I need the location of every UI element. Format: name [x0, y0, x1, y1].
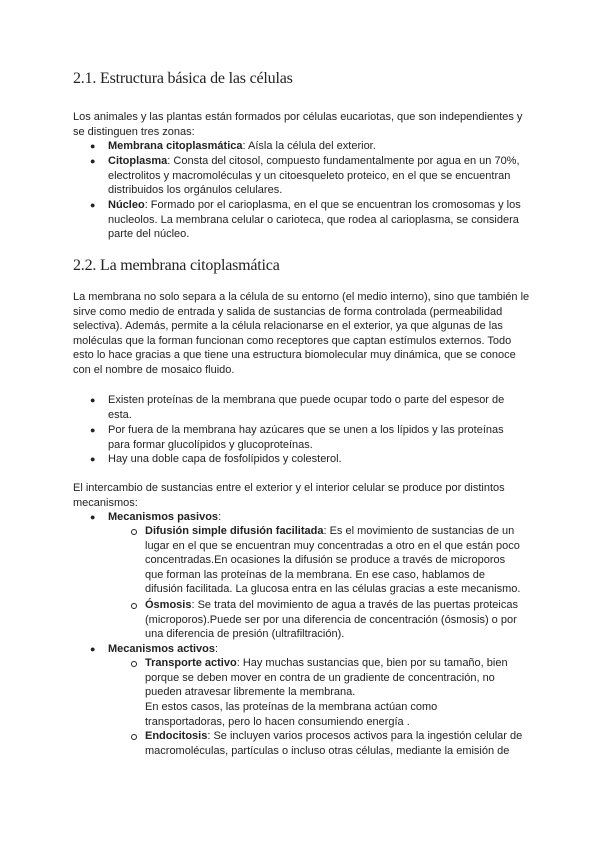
active-colon: :	[215, 643, 219, 655]
section-heading-2-1: 2.1. Estructura básica de las células	[73, 70, 293, 87]
list-item-passive	[108, 510, 508, 525]
item-text: : Formado por el carioplasma, en el que se encuentran los cromosomas y los nucleolos. La membrana celular o carioteca, que rodea al carioplasma, se considera parte del núcleo.	[108, 199, 521, 241]
sub-list-item	[145, 598, 523, 642]
sub-list-item	[145, 656, 520, 700]
item-text: : Aísla la célula del exterior.	[242, 140, 376, 152]
term-membrana: Membrana citoplasmática	[108, 140, 243, 152]
bullet-icon: ●	[90, 425, 96, 435]
circle-bullet-icon	[131, 603, 137, 609]
active-title: Mecanismos activos	[108, 643, 215, 655]
term-osmosis: Ósmosis	[145, 599, 192, 611]
bullet-icon: ●	[90, 141, 96, 151]
sub-list-item	[145, 729, 523, 758]
passive-colon: :	[218, 511, 222, 523]
circle-bullet-icon	[131, 661, 137, 667]
passive-title: Mecanismos pasivos	[108, 511, 219, 523]
sub-list-item-continuation: En estos casos, las proteínas de la membrana actúan como transportadoras, pero lo hacen consumiendo energía .	[145, 701, 438, 728]
item-text: : Consta del citosol, compuesto fundamentalmente por agua en un 70%, electrolitos y macromoléculas y un citoesqueleto proteico, en el que se encuentran distribuidos los orgánulos celulares.	[108, 155, 520, 197]
list-item	[108, 198, 528, 242]
term-difusion: Difusión simple difusión facilitada	[145, 525, 324, 537]
section-heading-2-2: 2.2. La membrana citoplasmática	[73, 257, 280, 274]
term-citoplasma: Citoplasma	[108, 155, 168, 167]
list-item	[108, 154, 528, 198]
list-item: Hay una doble capa de fosfolípidos y colesterol.	[108, 453, 342, 465]
section2-para2: El intercambio de sustancias entre el exterior y el interior celular se produce por distintos mecanismos:	[73, 482, 505, 509]
list-item	[108, 139, 528, 154]
list-item: Existen proteínas de la membrana que puede ocupar todo o parte del espesor de esta.	[108, 394, 505, 421]
term-endocitosis: Endocitosis	[145, 730, 208, 742]
list-item-active	[108, 642, 508, 657]
term-nucleo: Núcleo	[108, 199, 145, 211]
bullet-icon: ●	[90, 454, 96, 464]
item-text: : Se incluyen varios procesos activos para la ingestión celular de macromoléculas, partículas o incluso otras células, mediante la emisión de	[145, 730, 523, 757]
circle-bullet-icon	[131, 529, 137, 535]
section1-intro: Los animales y las plantas están formados por células eucariotas, que son independientes y se distinguen tres zonas:	[73, 111, 523, 138]
bullet-icon: ●	[90, 395, 96, 405]
list-item: Por fuera de la membrana hay azúcares que se unen a los lípidos y las proteínas para formar glucolípidos y glucoproteínas.	[108, 424, 504, 451]
sub-list-item	[145, 524, 523, 597]
bullet-icon: ●	[90, 644, 96, 654]
item-text: : Hay muchas sustancias que, bien por su tamaño, bien porque se deben mover en contra de un gradiente de concentración, no pueden atravesar libremente la membrana.	[145, 657, 508, 699]
bullet-icon: ●	[90, 512, 96, 522]
section2-para1: La membrana no solo separa a la célula de su entorno (el medio interno), sino que también le sirve como medio de entrada y salida de sustancias de forma controlada (permeabilidad selectiva). Además, permite a la célula relacionarse en el exterior, ya que algunas de las moléculas que la forman funcionan como receptores que captan estímulos externos. Todo esto lo hace gracias a que tiene una estructura biomolecular muy dinámica, que se conoce con el nombre de mosaico fluido.	[73, 291, 530, 376]
item-text: : Se trata del movimiento de agua a través de las puertas proteicas (microporos).Puede ser por una diferencia de concentración (ósmosis) o por una diferencia de presión (ultrafiltración).	[145, 599, 518, 641]
item-text: : Es el movimiento de sustancias de un lugar en el que se encuentran muy concentradas a otro en el que están poco concentradas.En ocasiones la difusión se produce a través de microporos que forman las proteínas de la membrana. En ese caso, hablamos de difusión facilitada. La glucosa entra en las células gracias a este mecanismo.	[145, 525, 521, 596]
circle-bullet-icon	[131, 734, 137, 740]
bullet-icon: ●	[90, 156, 96, 166]
term-transporte: Transporte activo	[145, 657, 237, 669]
bullet-icon: ●	[90, 200, 96, 210]
